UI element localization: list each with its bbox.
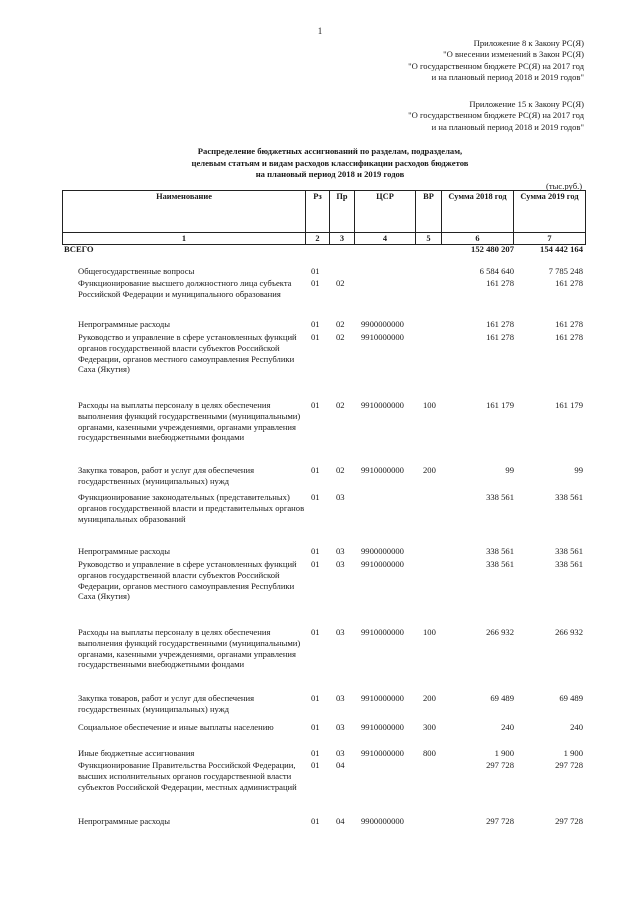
row-sum-2018: 99 [505,465,514,475]
row-pr: 02 [336,332,345,342]
appendix-line: и на плановый период 2018 и 2019 годов" [431,121,584,132]
row-sum-2019: 161 278 [555,319,583,329]
row-pr: 02 [336,400,345,410]
row-sum-2019: 240 [570,722,583,732]
row-pr: 03 [336,546,345,556]
row-name: Социальное обеспечение и иные выплаты населению [78,722,274,732]
table-header [62,190,586,245]
row-rz: 01 [311,559,320,569]
row-sum-2019: 161 179 [555,400,583,410]
row-csr: 9910000000 [361,559,404,569]
row-name: Функционирование Правительства Российской Федерации, высших исполнительных органов государственной власти субъектов Российской Федерации, местных администраций [78,760,297,792]
total-sum-2018: 152 480 207 [471,244,514,254]
row-sum-2019: 161 278 [555,278,583,288]
row-rz: 01 [311,760,320,770]
appendix-15-header [408,99,584,133]
title-line: Распределение бюджетных ассигнований по разделам, подразделам, [197,146,463,156]
row-pr: 04 [336,816,345,826]
row-sum-2019: 297 728 [555,816,583,826]
total-label: ВСЕГО [64,244,94,254]
row-sum-2018: 161 278 [486,319,514,329]
row-sum-2018: 266 932 [486,627,514,637]
column-number: 4 [355,233,416,245]
row-sum-2018: 69 489 [490,693,514,703]
row-name: Иные бюджетные ассигнования [78,748,195,758]
row-sum-2018: 161 278 [486,332,514,342]
row-rz: 01 [311,266,320,276]
appendix-line: "О внесении изменений в Закон РС(Я) [443,49,584,60]
appendix-line: Приложение 8 к Закону РС(Я) [473,38,584,48]
row-sum-2018: 161 179 [486,400,514,410]
row-name: Непрограммные расходы [78,816,171,826]
row-sum-2018: 338 561 [486,559,514,569]
header-name: Наименование [63,191,306,233]
row-csr: 9910000000 [361,693,404,703]
row-sum-2019: 338 561 [555,492,583,502]
row-pr: 03 [336,722,345,732]
row-pr: 02 [336,278,345,288]
row-name: Функционирование законодательных (представительных) органов государственной власти и представительных органов муниципальных образований [78,492,305,524]
row-vr: 800 [423,748,436,758]
column-number: 7 [514,233,586,245]
row-pr: 03 [336,559,345,569]
appendix-line: "О государственном бюджете РС(Я) на 2017 год [408,60,584,71]
row-vr: 300 [423,722,436,732]
appendix-line: и на плановый период 2018 и 2019 годов" [431,71,584,82]
row-rz: 01 [311,400,320,410]
row-sum-2019: 338 561 [555,559,583,569]
row-sum-2019: 338 561 [555,546,583,556]
row-name: Закупка товаров, работ и услуг для обеспечения государственных (муниципальных) нужд [78,693,255,714]
column-number: 1 [63,233,306,245]
header-sum-2018: Сумма 2018 год [442,191,514,233]
row-csr: 9910000000 [361,627,404,637]
row-rz: 01 [311,492,320,502]
row-rz: 01 [311,319,320,329]
row-csr: 9910000000 [361,722,404,732]
row-sum-2018: 338 561 [486,546,514,556]
row-csr: 9900000000 [361,546,404,556]
row-rz: 01 [311,332,320,342]
row-pr: 03 [336,748,345,758]
row-rz: 01 [311,627,320,637]
appendix-8-header [408,38,584,83]
row-csr: 9900000000 [361,319,404,329]
column-number: 6 [442,233,514,245]
header-sum-2019: Сумма 2019 год [514,191,586,233]
header-csr: ЦСР [355,191,416,233]
row-vr: 100 [423,627,436,637]
column-number-row [63,233,586,245]
row-name: Руководство и управление в сфере установленных функций органов государственной власти субъектов Российской Федерации, органов местного самоуправления Республики Саха (Якутия) [78,332,297,375]
row-vr: 200 [423,693,436,703]
row-sum-2018: 338 561 [486,492,514,502]
header-pr: Пр [330,191,355,233]
row-sum-2019: 69 489 [559,693,583,703]
row-csr: 9900000000 [361,816,404,826]
row-pr: 03 [336,627,345,637]
page-number: 1 [317,26,323,36]
header-row [63,191,586,233]
row-rz: 01 [311,816,320,826]
row-sum-2018: 6 584 640 [479,266,514,276]
row-pr: 02 [336,319,345,329]
row-csr: 9910000000 [361,332,404,342]
header-rz: Рз [306,191,330,233]
row-vr: 100 [423,400,436,410]
row-sum-2019: 99 [574,465,583,475]
title-line: целевым статьям и видам расходов классификации расходов бюджетов [191,157,469,168]
row-sum-2018: 240 [501,722,514,732]
column-number: 5 [416,233,442,245]
row-name: Руководство и управление в сфере установленных функций органов государственной власти субъектов Российской Федерации, органов местного самоуправления Республики Саха (Якутия) [78,559,297,602]
row-pr: 03 [336,492,345,502]
row-sum-2019: 297 728 [555,760,583,770]
row-csr: 9910000000 [361,465,404,475]
row-rz: 01 [311,722,320,732]
row-name: Функционирование высшего должностного лица субъекта Российской Федерации и муниципального образования [78,278,292,299]
row-pr: 03 [336,693,345,703]
row-name: Непрограммные расходы [78,319,171,329]
row-csr: 9910000000 [361,400,404,410]
appendix-line: Приложение 15 к Закону РС(Я) [469,99,584,109]
row-name: Общегосударственные вопросы [78,266,195,276]
row-sum-2018: 297 728 [486,816,514,826]
row-name: Закупка товаров, работ и услуг для обеспечения государственных (муниципальных) нужд [78,465,255,486]
row-rz: 01 [311,748,320,758]
row-vr: 200 [423,465,436,475]
row-rz: 01 [311,546,320,556]
column-number: 3 [330,233,355,245]
row-sum-2018: 297 728 [486,760,514,770]
row-rz: 01 [311,465,320,475]
row-rz: 01 [311,278,320,288]
row-sum-2019: 266 932 [555,627,583,637]
title-line: на плановый период 2018 и 2019 годов [255,169,405,179]
row-csr: 9910000000 [361,748,404,758]
row-sum-2019: 161 278 [555,332,583,342]
document-title [80,146,580,181]
row-name: Расходы на выплаты персоналу в целях обеспечения выполнения функций государственными (муниципальными) органами, казенными учреждениями, органами управления государственными внебюджетными фондами [78,627,301,670]
row-sum-2019: 1 900 [563,748,583,758]
row-sum-2018: 161 278 [486,278,514,288]
column-number: 2 [306,233,330,245]
row-pr: 02 [336,465,345,475]
unit-label: (тыс.руб.) [546,181,583,191]
row-sum-2019: 7 785 248 [548,266,583,276]
total-sum-2019: 154 442 164 [540,244,583,254]
header-vr: ВР [416,191,442,233]
row-rz: 01 [311,693,320,703]
row-name: Непрограммные расходы [78,546,171,556]
row-sum-2018: 1 900 [494,748,514,758]
row-pr: 04 [336,760,345,770]
row-name: Расходы на выплаты персоналу в целях обеспечения выполнения функций государственными (муниципальными) органами, казенными учреждениями, органами управления государственными внебюджетными фондами [78,400,301,443]
appendix-line: "О государственном бюджете РС(Я) на 2017 год [408,110,584,121]
